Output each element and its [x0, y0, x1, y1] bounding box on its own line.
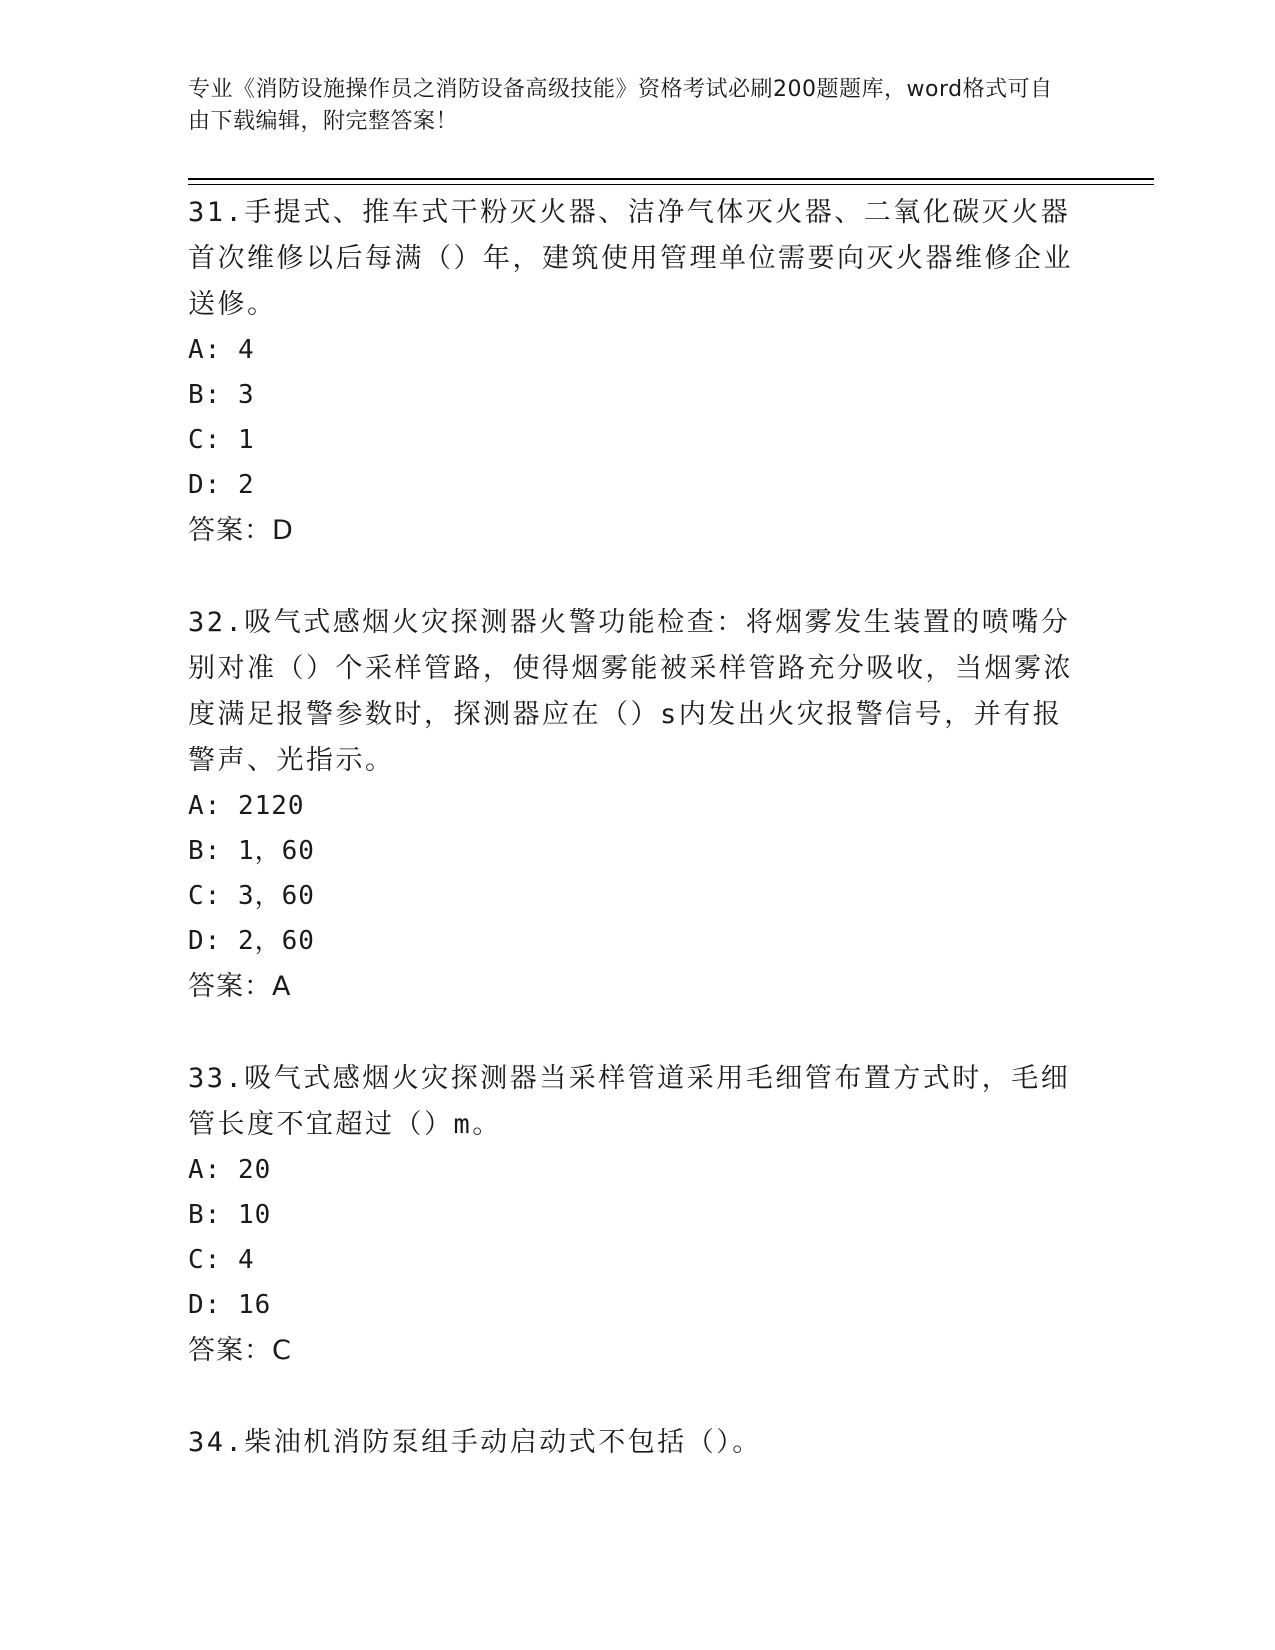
- header-divider-thin: [188, 184, 1154, 185]
- answer: 答案：A: [188, 971, 292, 1002]
- question-stem: 34.柴油机消防泵组手动启动式不包括（）。: [188, 1427, 762, 1458]
- question-spacer: [188, 1374, 1088, 1418]
- option-b: B: 3: [188, 380, 255, 410]
- option-d: D: 2: [188, 470, 255, 500]
- option-d: D: 16: [188, 1290, 272, 1320]
- question-stem: 31.手提式、推车式干粉灭火器、洁净气体灭火器、二氧化碳灭火器首次维修以后每满（）年，建筑使用管理单位需要向灭火器维修企业送修。: [188, 197, 1073, 320]
- header-divider-thick: [188, 178, 1154, 180]
- question-spacer: [188, 554, 1088, 598]
- option-a: A: 20: [188, 1155, 272, 1185]
- question-stem: 32.吸气式感烟火灾探测器火警功能检查：将烟雾发生装置的喷嘴分别对准（）个采样管路，使得烟雾能被采样管路充分吸收，当烟雾浓度满足报警参数时，探测器应在（）s内发出火灾报警信号，并有报警声、光指示。: [188, 607, 1073, 776]
- answer: 答案：D: [188, 515, 294, 546]
- option-b: B: 10: [188, 1200, 272, 1230]
- option-a: A: 2120: [188, 791, 305, 821]
- question-list: [188, 188, 1088, 1466]
- document-header: 专业《消防设施操作员之消防设备高级技能》资格考试必刷200题题库，word格式可自由下载编辑，附完整答案！: [188, 77, 1053, 134]
- option-c: C: 3，60: [188, 881, 315, 911]
- question-32: [188, 598, 1088, 1010]
- question-stem: 33.吸气式感烟火灾探测器当采样管道采用毛细管布置方式时，毛细管长度不宜超过（）m。: [188, 1063, 1071, 1140]
- answer: 答案：C: [188, 1335, 292, 1366]
- option-d: D: 2，60: [188, 926, 315, 956]
- question-33: [188, 1054, 1088, 1374]
- option-b: B: 1，60: [188, 836, 315, 866]
- question-34: [188, 1418, 1088, 1466]
- question-spacer: [188, 1010, 1088, 1054]
- option-a: A: 4: [188, 335, 255, 365]
- question-31: [188, 188, 1088, 554]
- option-c: C: 1: [188, 425, 255, 455]
- option-c: C: 4: [188, 1245, 255, 1275]
